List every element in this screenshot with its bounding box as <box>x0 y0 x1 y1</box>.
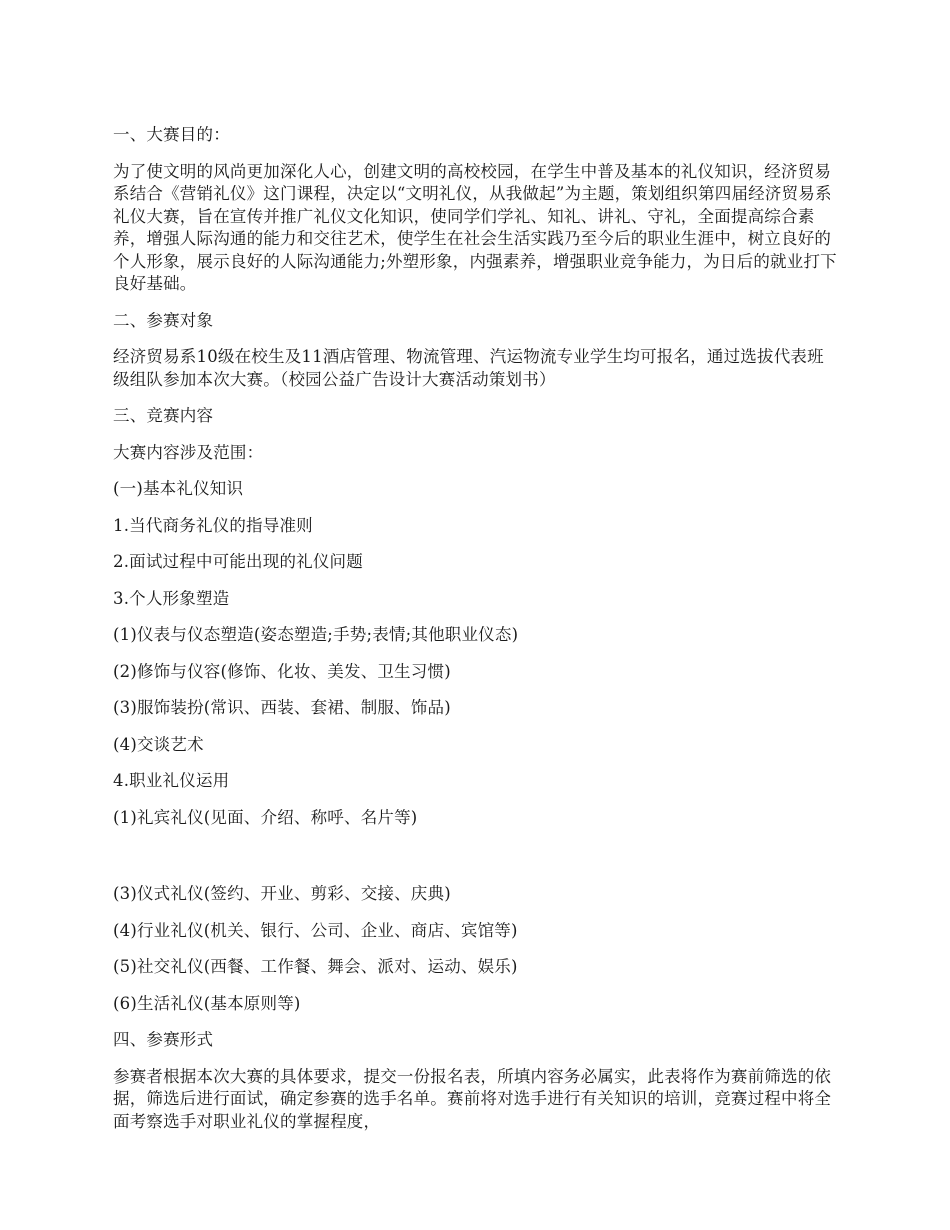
list-item: (3)服饰装扮(常识、西装、套裙、制服、饰品) <box>113 698 451 717</box>
section-heading-participants: 二、参赛对象 <box>113 310 214 330</box>
list-item: 4.职业礼仪运用 <box>113 771 230 790</box>
format-paragraph: 参赛者根据本次大赛的具体要求，提交一份报名表，所填内容务必属实，此表将作为赛前筛选的依据，筛选后进行面试，确定参赛的选手名单。赛前将对选手进行有关知识的培训，竞赛过程中将全面考察选手对职业礼仪的掌握程度， <box>113 1066 832 1131</box>
list-item: 2.面试过程中可能出现的礼仪问题 <box>113 552 363 571</box>
section-heading-content: 三、竞赛内容 <box>113 406 214 425</box>
section-heading-purpose: 一、大赛目的： <box>113 125 230 144</box>
list-item: (4)交谈艺术 <box>113 734 204 754</box>
section-heading-format: 四、参赛形式 <box>113 1030 214 1049</box>
list-item: (6)生活礼仪(基本原则等) <box>113 993 301 1013</box>
blank-gap <box>113 843 838 883</box>
list-item: 3.个人形象塑造 <box>113 588 230 608</box>
participants-paragraph: 经济贸易系10级在校生及11酒店管理、物流管理、汽运物流专业学生均可报名，通过选拔代表班级组队参加本次大赛。（校园公益广告设计大赛活动策划书） <box>113 347 824 389</box>
list-item: (2)修饰与仪容(修饰、化妆、美发、卫生习惯) <box>113 661 451 681</box>
list-item: (4)行业礼仪(机关、银行、公司、企业、商店、宾馆等) <box>113 920 518 940</box>
content-scope-label: 大赛内容涉及范围： <box>113 442 264 462</box>
list-item: (3)仪式礼仪(签约、开业、剪彩、交接、庆典) <box>113 884 451 903</box>
list-item: (1)礼宾礼仪(见面、介绍、称呼、名片等) <box>113 807 418 827</box>
list-item: (5)社交礼仪(西餐、工作餐、舞会、派对、运动、娱乐) <box>113 957 518 976</box>
subsection-basic-knowledge: (一)基本礼仪知识 <box>113 479 244 498</box>
document-page <box>113 124 838 1147</box>
purpose-paragraph: 为了使文明的风尚更加深化人心，创建文明的高校校园，在学生中普及基本的礼仪知识，经济贸易系结合《营销礼仪》这门课程，决定以“文明礼仪，从我做起”为主题，策划组织第四届经济贸易系礼仪大赛，旨在宣传并推广礼仪文化知识，使同学们学礼、知礼、讲礼、守礼，全面提高综合素养，增强人际沟通的能力和交往艺术，使学生在社会生活实践乃至今后的职业生涯中，树立良好的个人形象，展示良好的人际沟通能力;外塑形象，内强素养，增强职业竞争能力，为日后的就业打下良好基础。 <box>113 161 837 293</box>
list-item: (1)仪表与仪态塑造(姿态塑造;手势;表情;其他职业仪态) <box>113 625 519 644</box>
list-item: 1.当代商务礼仪的指导准则 <box>113 515 313 535</box>
